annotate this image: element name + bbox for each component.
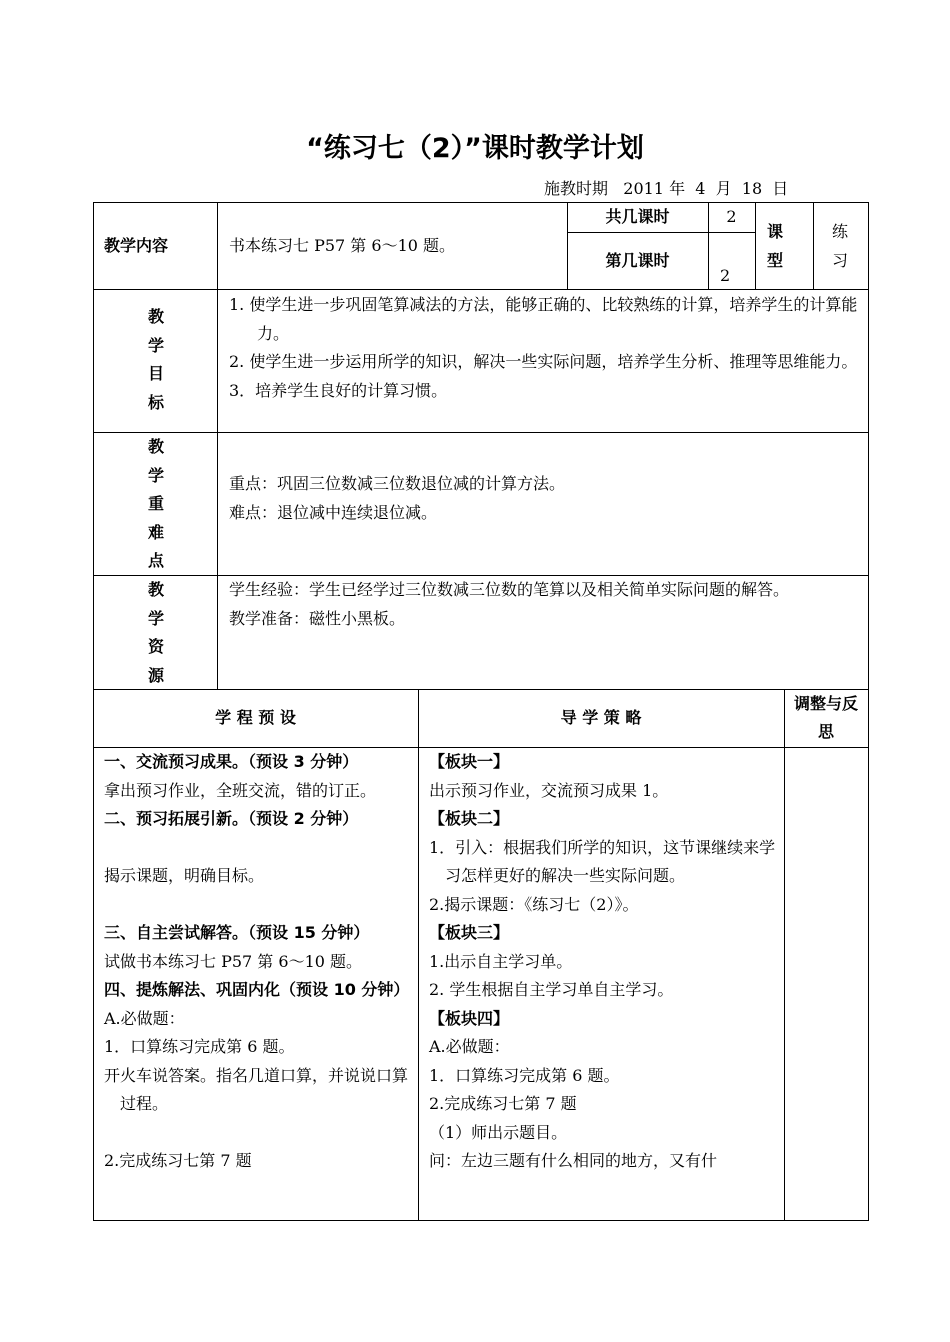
plan-line: 揭示课题，明确目标。: [104, 866, 265, 885]
plan-line: 拿出预习作业，全班交流，错的订正。: [104, 780, 377, 800]
content-label: 教学内容: [104, 236, 169, 255]
plan-line: 二、预习拓展引新。（预设 2 分钟）: [104, 809, 359, 828]
plan-line: [104, 891, 412, 920]
plan-line: 一、交流预习成果。（预设 3 分钟）: [104, 752, 359, 771]
strategy-line: 【板块二】: [429, 809, 510, 828]
strategy-line: 【板块一】: [429, 752, 510, 771]
lesson-type-value: 练习: [832, 222, 849, 270]
resources-label: 教 学 资 源: [147, 580, 164, 685]
key-point-item: 重点：巩固三位数减三位数退位减的计算方法。: [229, 474, 566, 493]
strategy-line: 问：左边三题有什么相同的地方，又有什: [429, 1151, 718, 1170]
goal-item: 2. 使学生进一步运用所学的知识，解决一些实际问题，培养学生分析、推理等思维能力。: [229, 352, 858, 371]
plan-line: A.必做题：: [104, 1008, 185, 1028]
resources-list: [229, 576, 861, 633]
resource-item: 教学准备：磁性小黑板。: [229, 608, 406, 628]
plan-column: [104, 748, 412, 1176]
key-points-label: 教 学 重 难 点: [147, 437, 164, 570]
strategy-line: 2.揭示课题：《练习七（2）》。: [429, 894, 639, 914]
strategy-line: A.必做题：: [429, 1037, 510, 1056]
key-point-item: 难点：退位减中连续退位减。: [229, 502, 438, 522]
reflection-column: [785, 748, 868, 1220]
key-points-list: [229, 470, 861, 527]
strategy-line: 1．引入：根据我们所学的知识，这节课继续来学习怎样更好的解决一些实际问题。: [429, 837, 776, 885]
content-value: 书本练习七 P57 第 6～10 题。: [229, 236, 456, 255]
plan-line: 三、自主尝试解答。（预设 15 分钟）: [104, 923, 370, 942]
column-header-strategy: 导 学 策 略: [560, 708, 642, 727]
goals-list: [229, 291, 861, 405]
goals-label: 教 学 目 标: [147, 307, 164, 412]
plan-line: 开火车说答案。指名几道口算，并说说口算过程。: [104, 1065, 409, 1113]
plan-line: 四、提炼解法、巩固内化（预设 10 分钟）: [104, 980, 410, 999]
nth-period-value: 2: [720, 266, 731, 285]
plan-line: 1．口算练习完成第 6 题。: [104, 1037, 295, 1056]
date-line: 施教时期 2011 年 4 月 18 日: [544, 179, 789, 198]
goal-item: 3．培养学生良好的计算习惯。: [229, 380, 448, 400]
plan-line: 2.完成练习七第 7 题: [104, 1151, 252, 1170]
strategy-line: （1）师出示题目。: [429, 1122, 568, 1142]
strategy-column: [429, 748, 777, 1176]
column-header-reflection: 调整与反思: [793, 694, 858, 741]
strategy-line: 【板块四】: [429, 1008, 510, 1028]
strategy-line: 2.完成练习七第 7 题: [429, 1094, 577, 1113]
strategy-line: 1．口算练习完成第 6 题。: [429, 1065, 620, 1085]
resource-item: 学生经验：学生已经学过三位数减三位数的笔算以及相关简单实际问题的解答。: [229, 580, 790, 599]
strategy-line: 2. 学生根据自主学习单自主学习。: [429, 980, 674, 999]
strategy-line: 【板块三】: [429, 923, 510, 942]
strategy-line: 出示预习作业，交流预习成果 1。: [429, 780, 669, 800]
plan-line: [104, 1119, 412, 1148]
plan-line: [104, 834, 412, 863]
strategy-line: 1.出示自主学习单。: [429, 951, 573, 971]
page-title: “练习七（2）”课时教学计划: [306, 133, 644, 164]
column-header-plan: 学 程 预 设: [215, 708, 296, 727]
total-periods-value: 2: [726, 207, 737, 226]
plan-line: 试做书本练习七 P57 第 6～10 题。: [104, 951, 363, 971]
total-periods-label: 共几课时: [605, 207, 670, 226]
goal-item: 1. 使学生进一步巩固笔算减法的方法，能够正确的、比较熟练的计算，培养学生的计算能力。: [229, 295, 858, 343]
nth-period-label: 第几课时: [605, 251, 670, 270]
lesson-type-label: 课型: [767, 222, 784, 270]
